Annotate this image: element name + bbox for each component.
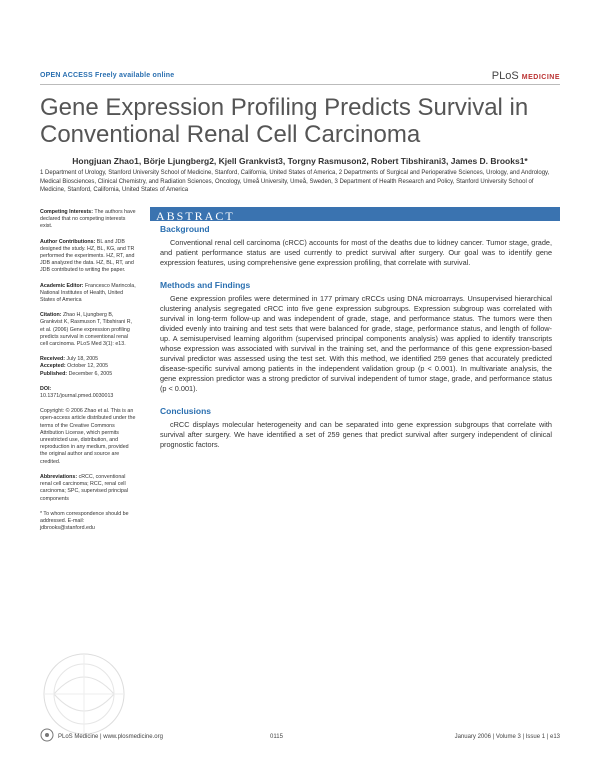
label: DOI: (40, 385, 52, 392)
label: Citation: (40, 312, 62, 319)
journal-name: PLoS (491, 70, 519, 82)
header-rule (40, 84, 560, 85)
open-access-seal-icon (40, 650, 128, 738)
journal-subname: MEDICINE (521, 74, 560, 81)
author-contributions (40, 239, 136, 275)
academic-editor (40, 283, 136, 305)
abstract-heading: ABSTRACT (156, 209, 235, 223)
doi-link[interactable]: 10.1371/journal.pmed.0030013 (40, 393, 114, 400)
sidebar (40, 209, 136, 540)
background-heading: Background (160, 224, 210, 234)
plos-logo-icon (40, 728, 54, 742)
label: Published: (40, 370, 68, 377)
text: Zhao H, Ljungberg B, Grankvist K, Rasmuson T, Tibshirani R, et al. (2006) Gene expression profiling predicts survival in conventional renal cell carcinoma. PLoS Med 3(1): e13. (40, 312, 133, 348)
correspondence: * To whom correspondence should be addressed. E-mail: jdbrooks@stanford.edu (40, 510, 129, 532)
text: October 12, 2005 (67, 363, 109, 370)
affiliations: 1 Department of Urology, Stanford University School of Medicine, Stanford, California, United States of America, 2 Departments of Surgical and Perioperative Sciences, Urology, and Andrology, Medical Biosciences, Clinical Chemistry, and Radiation Sciences, Oncology, Umeå University, Umeå, Sweden, 3 Department of Health Research and Policy, Stanford University School of Medicine, Stanford, California, United States of America (40, 170, 550, 193)
conclusions-heading: Conclusions (160, 406, 212, 416)
background-text: Conventional renal cell carcinoma (cRCC) accounts for most of the deaths due to kidney cancer. Tumor stage, grade, and patient performance status are used currently to predict survival after surgery. Our goal was to identify gene expression features, using comprehensive gene expression profiling, that correlate with survival. (160, 238, 552, 267)
abstract-header (150, 207, 560, 221)
doi (40, 386, 136, 400)
open-access-label (40, 72, 174, 79)
open-access-text: OPEN ACCESS Freely available online (40, 72, 175, 79)
label: Academic Editor: (40, 282, 84, 289)
abstract-body (160, 224, 552, 462)
label: Author Contributions: (40, 238, 96, 245)
article-title: Gene Expression Profiling Predicts Survival in Conventional Renal Cell Carcinoma (40, 94, 529, 148)
text: July 18, 2005 (66, 356, 99, 363)
copyright: Copyright: © 2006 Zhao et al. This is an open-access article distributed under the terms of the Creative Commons Attribution License, which permits unrestricted use, distribution, and reproduction in any medium, provided the original author and source are credited. (40, 408, 136, 465)
text: Francesco Marincola, National Institutes of Health, United States of America (40, 282, 136, 304)
label: Abbreviations: (40, 473, 78, 480)
text: The authors have declared that no competing interests exist. (40, 209, 136, 230)
footer-journal: PLoS Medicine | www.plosmedicine.org (58, 734, 163, 740)
text: cRCC, conventional renal cell carcinoma; RCC, renal cell carcinoma; SPC, supervised principal components (40, 473, 129, 502)
conclusions-text: cRCC displays molecular heterogeneity and can be separated into gene expression subgroups that correlate with survival after surgery. We have identified a set of 259 genes that predict survival after surgery independent of clinical prognostic factors. (160, 420, 552, 449)
label: Received: (40, 356, 66, 363)
label: Accepted: (40, 363, 66, 370)
footer-page: 0115 (270, 734, 283, 740)
citation (40, 312, 136, 348)
methods-text: Gene expression profiles were determined in 177 primary cRCCs using DNA microarrays. Unsupervised hierarchical clustering analysis segregated cRCC into five gene expression subgroups. Expression subgroup was correlated with survival in long-term follow-up and was independent of grade, stage, and performance status. The tumors were then divided evenly into training and test sets that were balanced for grade, stage, performance status, and length of follow-up. A semisupervised learning algorithm (supervised principal components analysis) was applied to identify transcripts whose expression was associated with survival in the training set, and the performance of this gene expression-based survival predictor was assessed using the test set. With this method, we identified 259 genes that accurately predicted disease-specific survival among patients in the independent validation group (p < 0.001). In multivariate analysis, the gene expression predictor was a strong predictor of survival independent of tumor stage, grade, and performance status (p < 0.001). (160, 294, 552, 393)
methods-heading: Methods and Findings (160, 280, 251, 290)
label: Competing Interests: (40, 209, 93, 215)
abbreviations (40, 474, 136, 503)
author-list: Hongjuan Zhao1, Börje Ljungberg2, Kjell Grankvist3, Torgny Rasmuson2, Robert Tibshirani3, James D. Brooks1* (72, 156, 528, 166)
text: December 6, 2005 (68, 370, 113, 377)
text: BL and JDB designed the study. HZ, BL, KG, and TR performed the experiments. HZ, RT, and JDB analyzed the data. HZ, BL, RT, and JDB contributed to writing the paper. (40, 238, 135, 274)
journal-logo (492, 70, 560, 82)
footer-issue: January 2006 | Volume 3 | Issue 1 | e13 (454, 734, 560, 740)
dates (40, 356, 136, 378)
competing-interests (40, 209, 136, 231)
